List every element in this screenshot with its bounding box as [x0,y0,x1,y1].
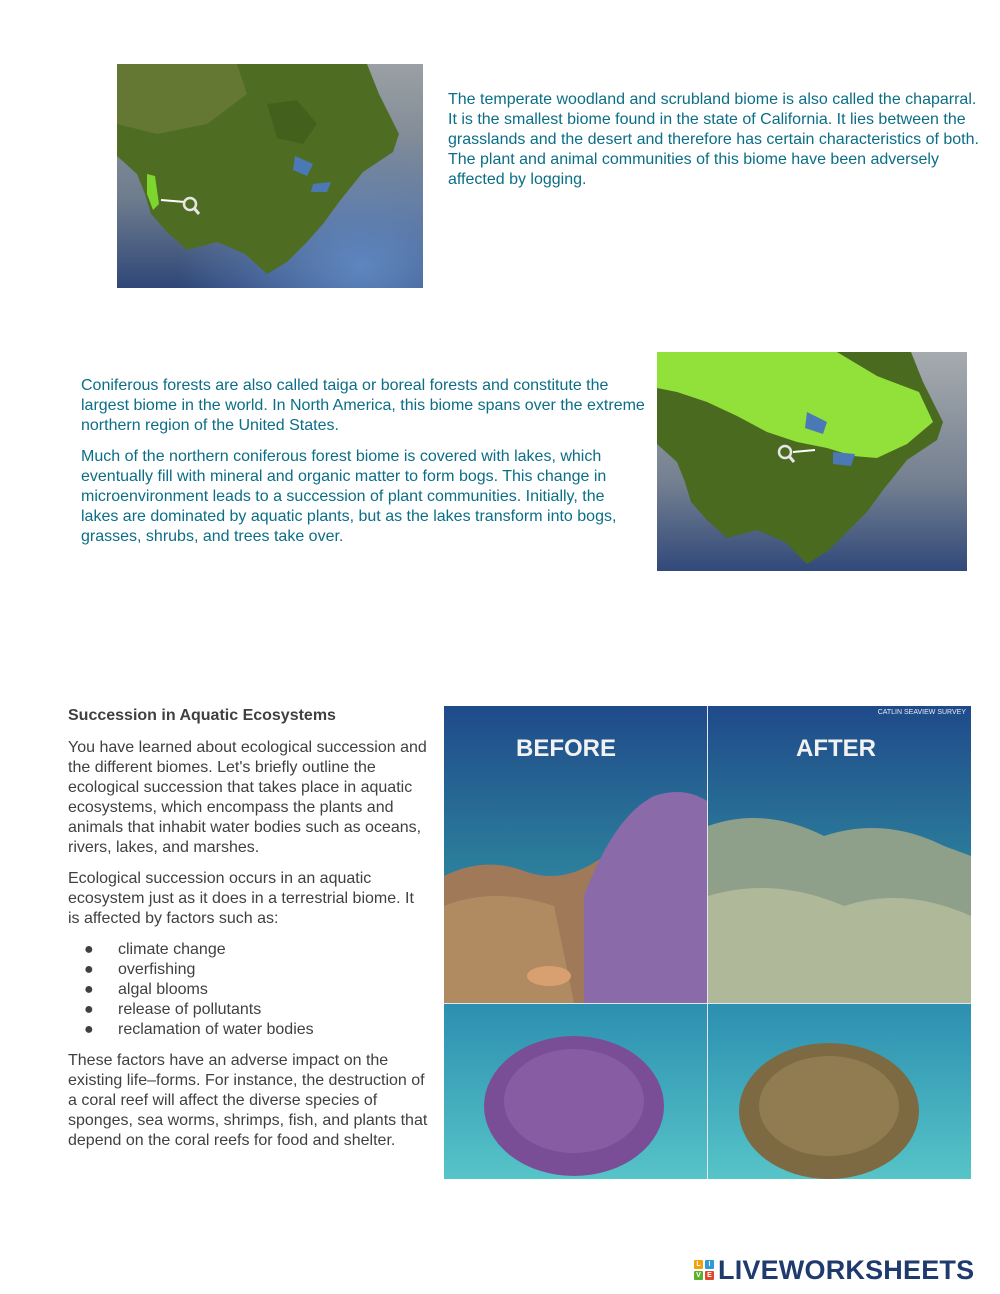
chaparral-description: The temperate woodland and scrubland biome is also called the chaparral. It is the smallest biome found in the state of California. It lies between the grasslands and the desert and therefore has certain characteristics of both. The plant and animal communities of this biome have been adversely affected by logging. [448,91,979,188]
factor-text: algal blooms [118,981,208,998]
list-item [68,980,428,1000]
coniferous-paragraph-2: Much of the northern coniferous forest biome is covered with lakes, which eventually fill with mineral and organic matter to form bogs. This change in microenvironment leads to a succession of plant communities. Initially, the lakes are dominated by aquatic plants, but as the lakes transform into bogs, grasses, shrubs, and trees take over. [81,448,617,545]
aquatic-paragraph-1: You have learned about ecological succession and the different biomes. Let's briefly outline the ecological succession that takes place in aquatic ecosystems, which encompass the plants and animals that inhabit water bodies such as oceans, rivers, lakes, and marshes. [68,739,427,856]
list-item [68,960,428,980]
logo-tiles-icon [694,1260,714,1280]
aquatic-factors-list [68,940,428,1040]
bullet-icon: ● [84,981,94,998]
list-item [68,1000,428,1020]
logo-tile: V [694,1271,703,1280]
factor-text: overfishing [118,961,196,978]
coral-reef-before-after-image [444,706,971,1179]
bullet-icon: ● [84,941,94,958]
bullet-icon: ● [84,1021,94,1038]
logo-tile: E [705,1271,714,1280]
aquatic-paragraph-2: Ecological succession occurs in an aquatic ecosystem just as it does in a terrestrial biome. It is affected by factors such as: [68,870,414,927]
north-america-map-chaparral [117,64,423,288]
liveworksheets-logo [694,1256,974,1284]
coniferous-paragraph-1: Coniferous forests are also called taiga or boreal forests and constitute the largest biome in the world. In North America, this biome spans over the extreme northern region of the United States. [81,377,645,434]
list-item [68,940,428,960]
bullet-icon: ● [84,1001,94,1018]
image-credit: CATLIN SEAVIEW SURVEY [877,709,966,716]
logo-tile: I [705,1260,714,1269]
logo-wordmark: LIVEWORKSHEETS [718,1254,975,1285]
north-america-map-coniferous [657,352,967,571]
list-item [68,1020,428,1040]
bullet-icon: ● [84,961,94,978]
logo-tile: L [694,1260,703,1269]
aquatic-paragraph-3: These factors have an adverse impact on the existing life–forms. For instance, the destruction of a coral reef will affect the diverse species of sponges, sea worms, shrimps, fish, and plants that depend on the coral reefs for food and shelter. [68,1052,428,1149]
aquatic-heading: Succession in Aquatic Ecosystems [68,707,336,724]
before-label: BEFORE [515,735,617,762]
factor-text: release of pollutants [118,1001,262,1018]
after-label: AFTER [796,735,876,762]
factor-text: reclamation of water bodies [118,1021,314,1038]
factor-text: climate change [118,941,226,958]
